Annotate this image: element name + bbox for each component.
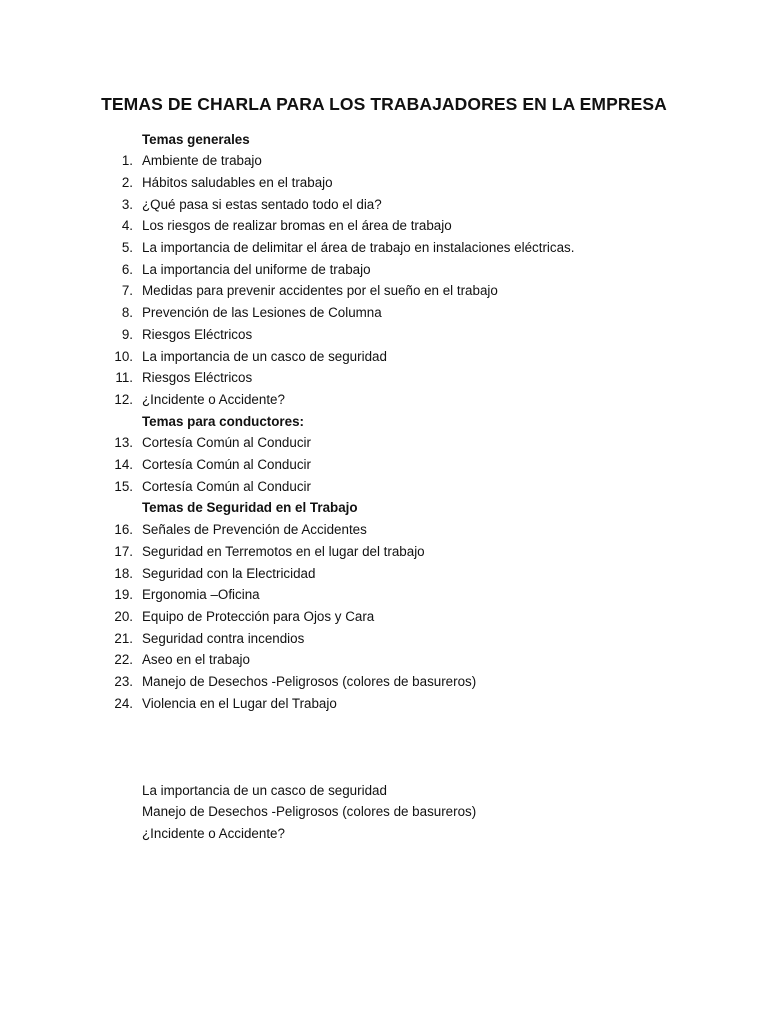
list-item — [0, 172, 768, 194]
list-item-number: 1. — [121, 153, 133, 169]
note-line: Manejo de Desechos -Peligrosos (colores de basureros) — [142, 804, 477, 820]
list-item — [0, 389, 768, 411]
list-item-text: Cortesía Común al Conducir — [142, 457, 311, 472]
list-item — [0, 302, 768, 324]
list-item — [0, 259, 768, 281]
list-item — [0, 194, 768, 216]
list-item — [0, 346, 768, 368]
list-item-text: Riesgos Eléctricos — [142, 370, 253, 386]
section-heading — [0, 411, 768, 433]
list-item-text: La importancia de delimitar el área de trabajo en instalaciones eléctricas. — [142, 240, 575, 255]
list-item — [0, 476, 768, 498]
list-item-text: Cortesía Común al Conducir — [142, 478, 311, 494]
list-item — [0, 563, 768, 585]
list-item-number: 18. — [114, 565, 133, 581]
note-line: ¿Incidente o Accidente? — [142, 825, 285, 841]
list-item — [0, 606, 768, 628]
list-item-number: 9. — [121, 326, 133, 342]
list-item — [0, 628, 768, 650]
list-item — [0, 541, 768, 563]
list-item-text: Cortesía Común al Conducir — [142, 435, 311, 451]
list-item-number: 12. — [114, 391, 133, 407]
list-item-number: 23. — [114, 674, 133, 689]
list-item — [0, 693, 768, 715]
section-heading-text: Temas generales — [142, 131, 250, 147]
list-item-text: ¿Incidente o Accidente? — [142, 391, 285, 407]
list-item-text: ¿Qué pasa si estas sentado todo el dia? — [142, 196, 382, 212]
list-item-text: Señales de Prevención de Accidentes — [142, 522, 367, 538]
list-item — [0, 649, 768, 671]
list-item-number: 14. — [114, 457, 133, 472]
list-item-text: Prevención de las Lesiones de Columna — [142, 305, 382, 321]
list-item-text: Los riesgos de realizar bromas en el área de trabajo — [142, 218, 452, 234]
list-item-number: 5. — [121, 240, 133, 255]
list-item-text: Seguridad con la Electricidad — [142, 565, 316, 581]
list-item-text: Manejo de Desechos -Peligrosos (colores de basureros) — [142, 674, 477, 689]
list-item — [0, 237, 768, 259]
list-item — [0, 215, 768, 237]
list-item-text: Riesgos Eléctricos — [142, 326, 253, 342]
list-item-text: Ergonomia –Oficina — [142, 587, 260, 603]
section-heading-text: Temas de Seguridad en el Trabajo — [142, 500, 358, 516]
list-item-number: 3. — [121, 196, 133, 212]
list-item-text: Ambiente de trabajo — [142, 153, 262, 169]
list-item-text: Seguridad contra incendios — [142, 630, 305, 646]
list-item — [0, 280, 768, 302]
list-item-number: 11. — [115, 370, 133, 386]
list-item-number: 6. — [121, 261, 133, 277]
list-item-text: Medidas para prevenir accidentes por el sueño en el trabajo — [142, 283, 498, 299]
list-item-number: 16. — [114, 522, 133, 538]
list-item — [0, 367, 768, 389]
list-item — [0, 150, 768, 172]
list-item-number: 10. — [114, 348, 133, 364]
list-item-text: La importancia de un casco de seguridad — [142, 348, 387, 364]
list-item — [0, 432, 768, 454]
list-item-number: 8. — [121, 305, 133, 321]
list-item-text: Aseo en el trabajo — [142, 652, 250, 668]
list-item — [0, 584, 768, 606]
list-item — [0, 324, 768, 346]
list-item-text: La importancia del uniforme de trabajo — [142, 261, 371, 277]
section-heading — [0, 129, 768, 151]
list-item — [0, 519, 768, 541]
list-item-number: 19. — [114, 587, 133, 603]
list-item-number: 22. — [114, 652, 133, 668]
section-heading — [0, 497, 768, 519]
list-item-text: Seguridad en Terremotos en el lugar del trabajo — [142, 543, 425, 559]
document-title: TEMAS DE CHARLA PARA LOS TRABAJADORES EN LA EMPRESA — [101, 94, 667, 114]
list-item-number: 4. — [121, 218, 133, 234]
note-line: La importancia de un casco de seguridad — [142, 782, 387, 798]
list-item-number: 24. — [114, 695, 133, 711]
list-item-text: Hábitos saludables en el trabajo — [142, 174, 333, 190]
list-item-number: 20. — [114, 608, 133, 624]
list-item — [0, 671, 768, 693]
list-item-text: Violencia en el Lugar del Trabajo — [142, 695, 337, 711]
list-item-number: 17. — [114, 543, 133, 559]
section-heading-text: Temas para conductores: — [142, 413, 304, 429]
list-item-text: Equipo de Protección para Ojos y Cara — [142, 608, 375, 624]
list-item-number: 21. — [114, 630, 133, 646]
list-item-number: 2. — [121, 174, 133, 190]
list-item — [0, 454, 768, 476]
list-item-number: 7. — [121, 283, 133, 299]
list-item-number: 13. — [114, 435, 133, 451]
list-item-number: 15. — [114, 478, 133, 494]
